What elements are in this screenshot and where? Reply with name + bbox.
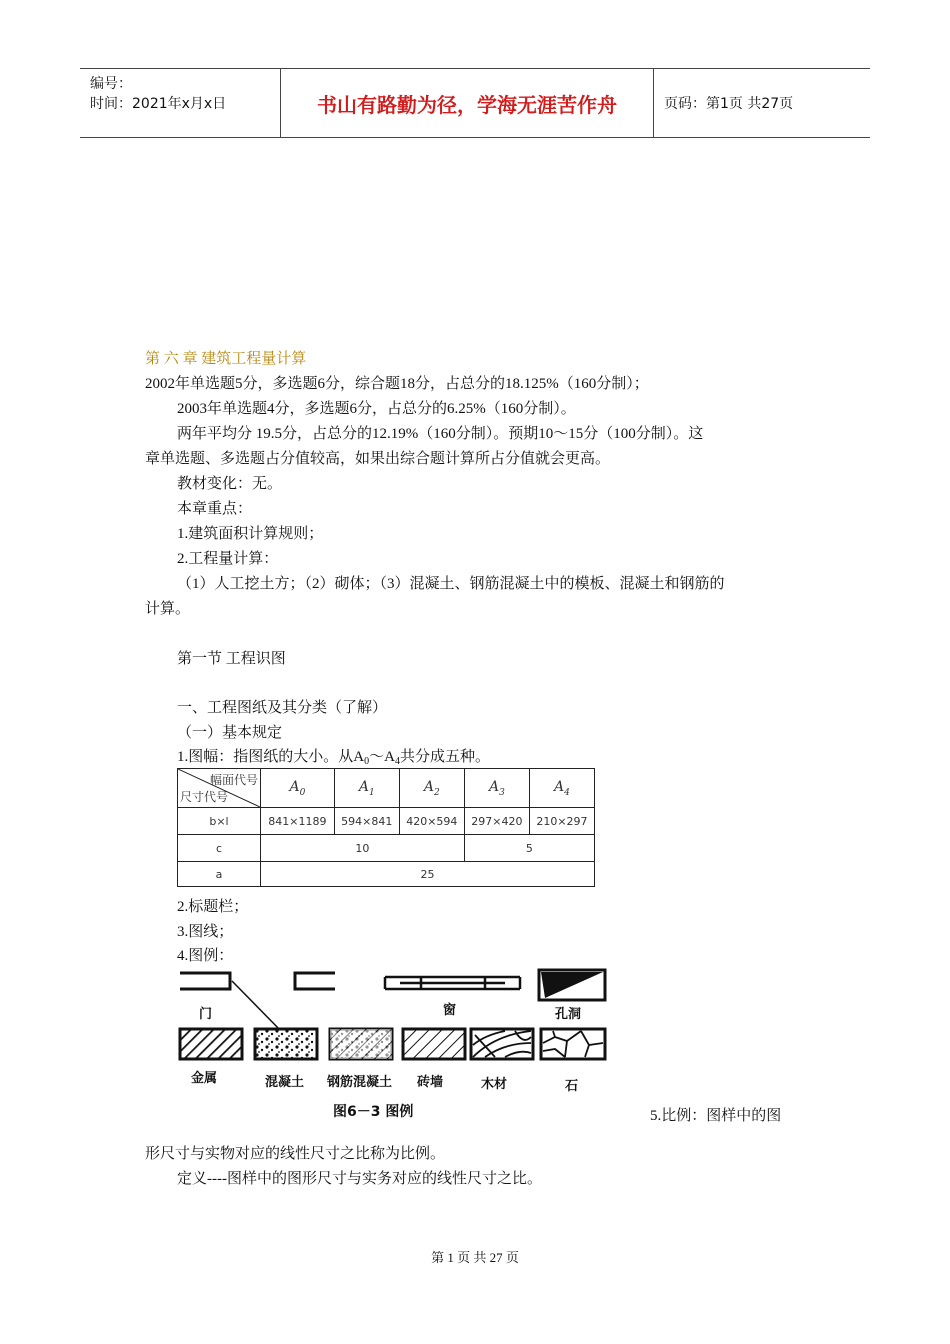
row-label: a [178, 862, 261, 887]
door-label: 门 [199, 1007, 213, 1022]
table-cell: 210×297 [529, 808, 594, 835]
reinforced-concrete-symbol [330, 1029, 392, 1059]
size-header: $A_4$ [529, 769, 594, 808]
list-item: 4.图例： [177, 948, 234, 964]
size-header: $A_2$ [399, 769, 464, 808]
paragraph: 计算。 [145, 601, 191, 617]
corner-bottom-label: 尺寸代号 [180, 790, 229, 804]
legend-figure [175, 965, 615, 1125]
reinforced-concrete-label: 钢筋混凝土 [327, 1075, 393, 1090]
motto: 书山有路勤为径，学海无涯苦作舟 [281, 69, 654, 137]
metal-symbol [180, 1029, 242, 1059]
list-item: 5.比例：图样中的图 [650, 1108, 782, 1124]
paragraph: 本章重点： [177, 501, 253, 517]
list-item: 1.图幅：指图纸的大小。从$A_0\sim A_4$共分成五种。 [177, 749, 490, 767]
concrete-symbol [255, 1029, 317, 1059]
corner-top-label: 幅面代号 [209, 773, 258, 787]
paragraph: 两年平均分 19.5分，占总分的12.19%（160分制）。预期10～15分（100分制）。这 [177, 426, 704, 442]
table-cell: 5 [464, 835, 594, 862]
size-header: $A_1$ [334, 769, 399, 808]
hole-symbol [539, 970, 605, 1000]
list-item: 2.工程量计算： [177, 551, 279, 567]
header-left-cell [80, 69, 281, 137]
row-label: b×l [178, 808, 261, 835]
table-cell: 594×841 [334, 808, 399, 835]
stone-symbol [541, 1029, 605, 1059]
table-cell: 297×420 [464, 808, 529, 835]
door-symbol-2 [295, 973, 335, 989]
hole-label: 孔洞 [555, 1007, 582, 1022]
date-label: 时间：2021年x月x日 [90, 96, 227, 112]
paragraph: 定义----图样中的图形尺寸与实务对应的线性尺寸之比。 [177, 1171, 542, 1187]
paragraph: 章单选题、多选题占分值较高，如果出综合题计算所占分值就会更高。 [145, 451, 611, 467]
window-symbol [385, 977, 520, 989]
wood-symbol [471, 1029, 533, 1059]
subheading: （一）基本规定 [177, 725, 283, 741]
page-label: 页码：第1页 共27页 [664, 96, 794, 112]
paragraph: 教材变化：无。 [177, 476, 283, 492]
stone-label: 石 [565, 1079, 579, 1094]
paragraph: 形尺寸与实物对应的线性尺寸之比称为比例。 [145, 1146, 446, 1162]
window-label: 窗 [443, 1003, 457, 1018]
number-label: 编号： [90, 76, 132, 92]
paragraph: 2002年单选题5分，多选题6分，综合题18分，占总分的18.125%（160分制）； [145, 376, 649, 392]
table-row [178, 835, 595, 862]
size-header: $A_0$ [261, 769, 335, 808]
list-item: 3.图线； [177, 924, 234, 940]
list-item: 1.建筑面积计算规则； [177, 526, 324, 542]
section-title: 第一节 工程识图 [177, 651, 286, 667]
table-row [178, 808, 595, 835]
header-table [80, 68, 870, 138]
heading: 一、工程图纸及其分类（了解） [177, 700, 388, 716]
chapter-title: 第 六 章 建筑工程量计算 [145, 351, 307, 367]
table-cell: 420×594 [399, 808, 464, 835]
door-symbol [180, 973, 230, 989]
table-row [178, 862, 595, 887]
brick-label: 砖墙 [417, 1075, 444, 1090]
metal-label: 金属 [191, 1071, 218, 1086]
table-corner-cell [178, 769, 261, 808]
row-label: c [178, 835, 261, 862]
wood-label: 木材 [481, 1077, 508, 1092]
page-footer: 第 1 页 共 27 页 [431, 1250, 519, 1265]
table-cell: 25 [261, 862, 595, 887]
paper-size-table [177, 768, 595, 887]
table-cell: 10 [261, 835, 465, 862]
paragraph: （1）人工挖土方；（2）砌体；（3）混凝土、钢筋混凝土中的模板、混凝土和钢筋的 [177, 576, 725, 592]
paragraph: 2003年单选题4分，多选题6分，占总分的6.25%（160分制）。 [177, 401, 576, 417]
size-header: $A_3$ [464, 769, 529, 808]
table-cell: 841×1189 [261, 808, 335, 835]
brick-symbol [403, 1029, 465, 1059]
concrete-label: 混凝土 [265, 1075, 305, 1090]
figure-caption: 图6－3 图例 [333, 1104, 414, 1120]
list-item: 2.标题栏； [177, 899, 249, 915]
